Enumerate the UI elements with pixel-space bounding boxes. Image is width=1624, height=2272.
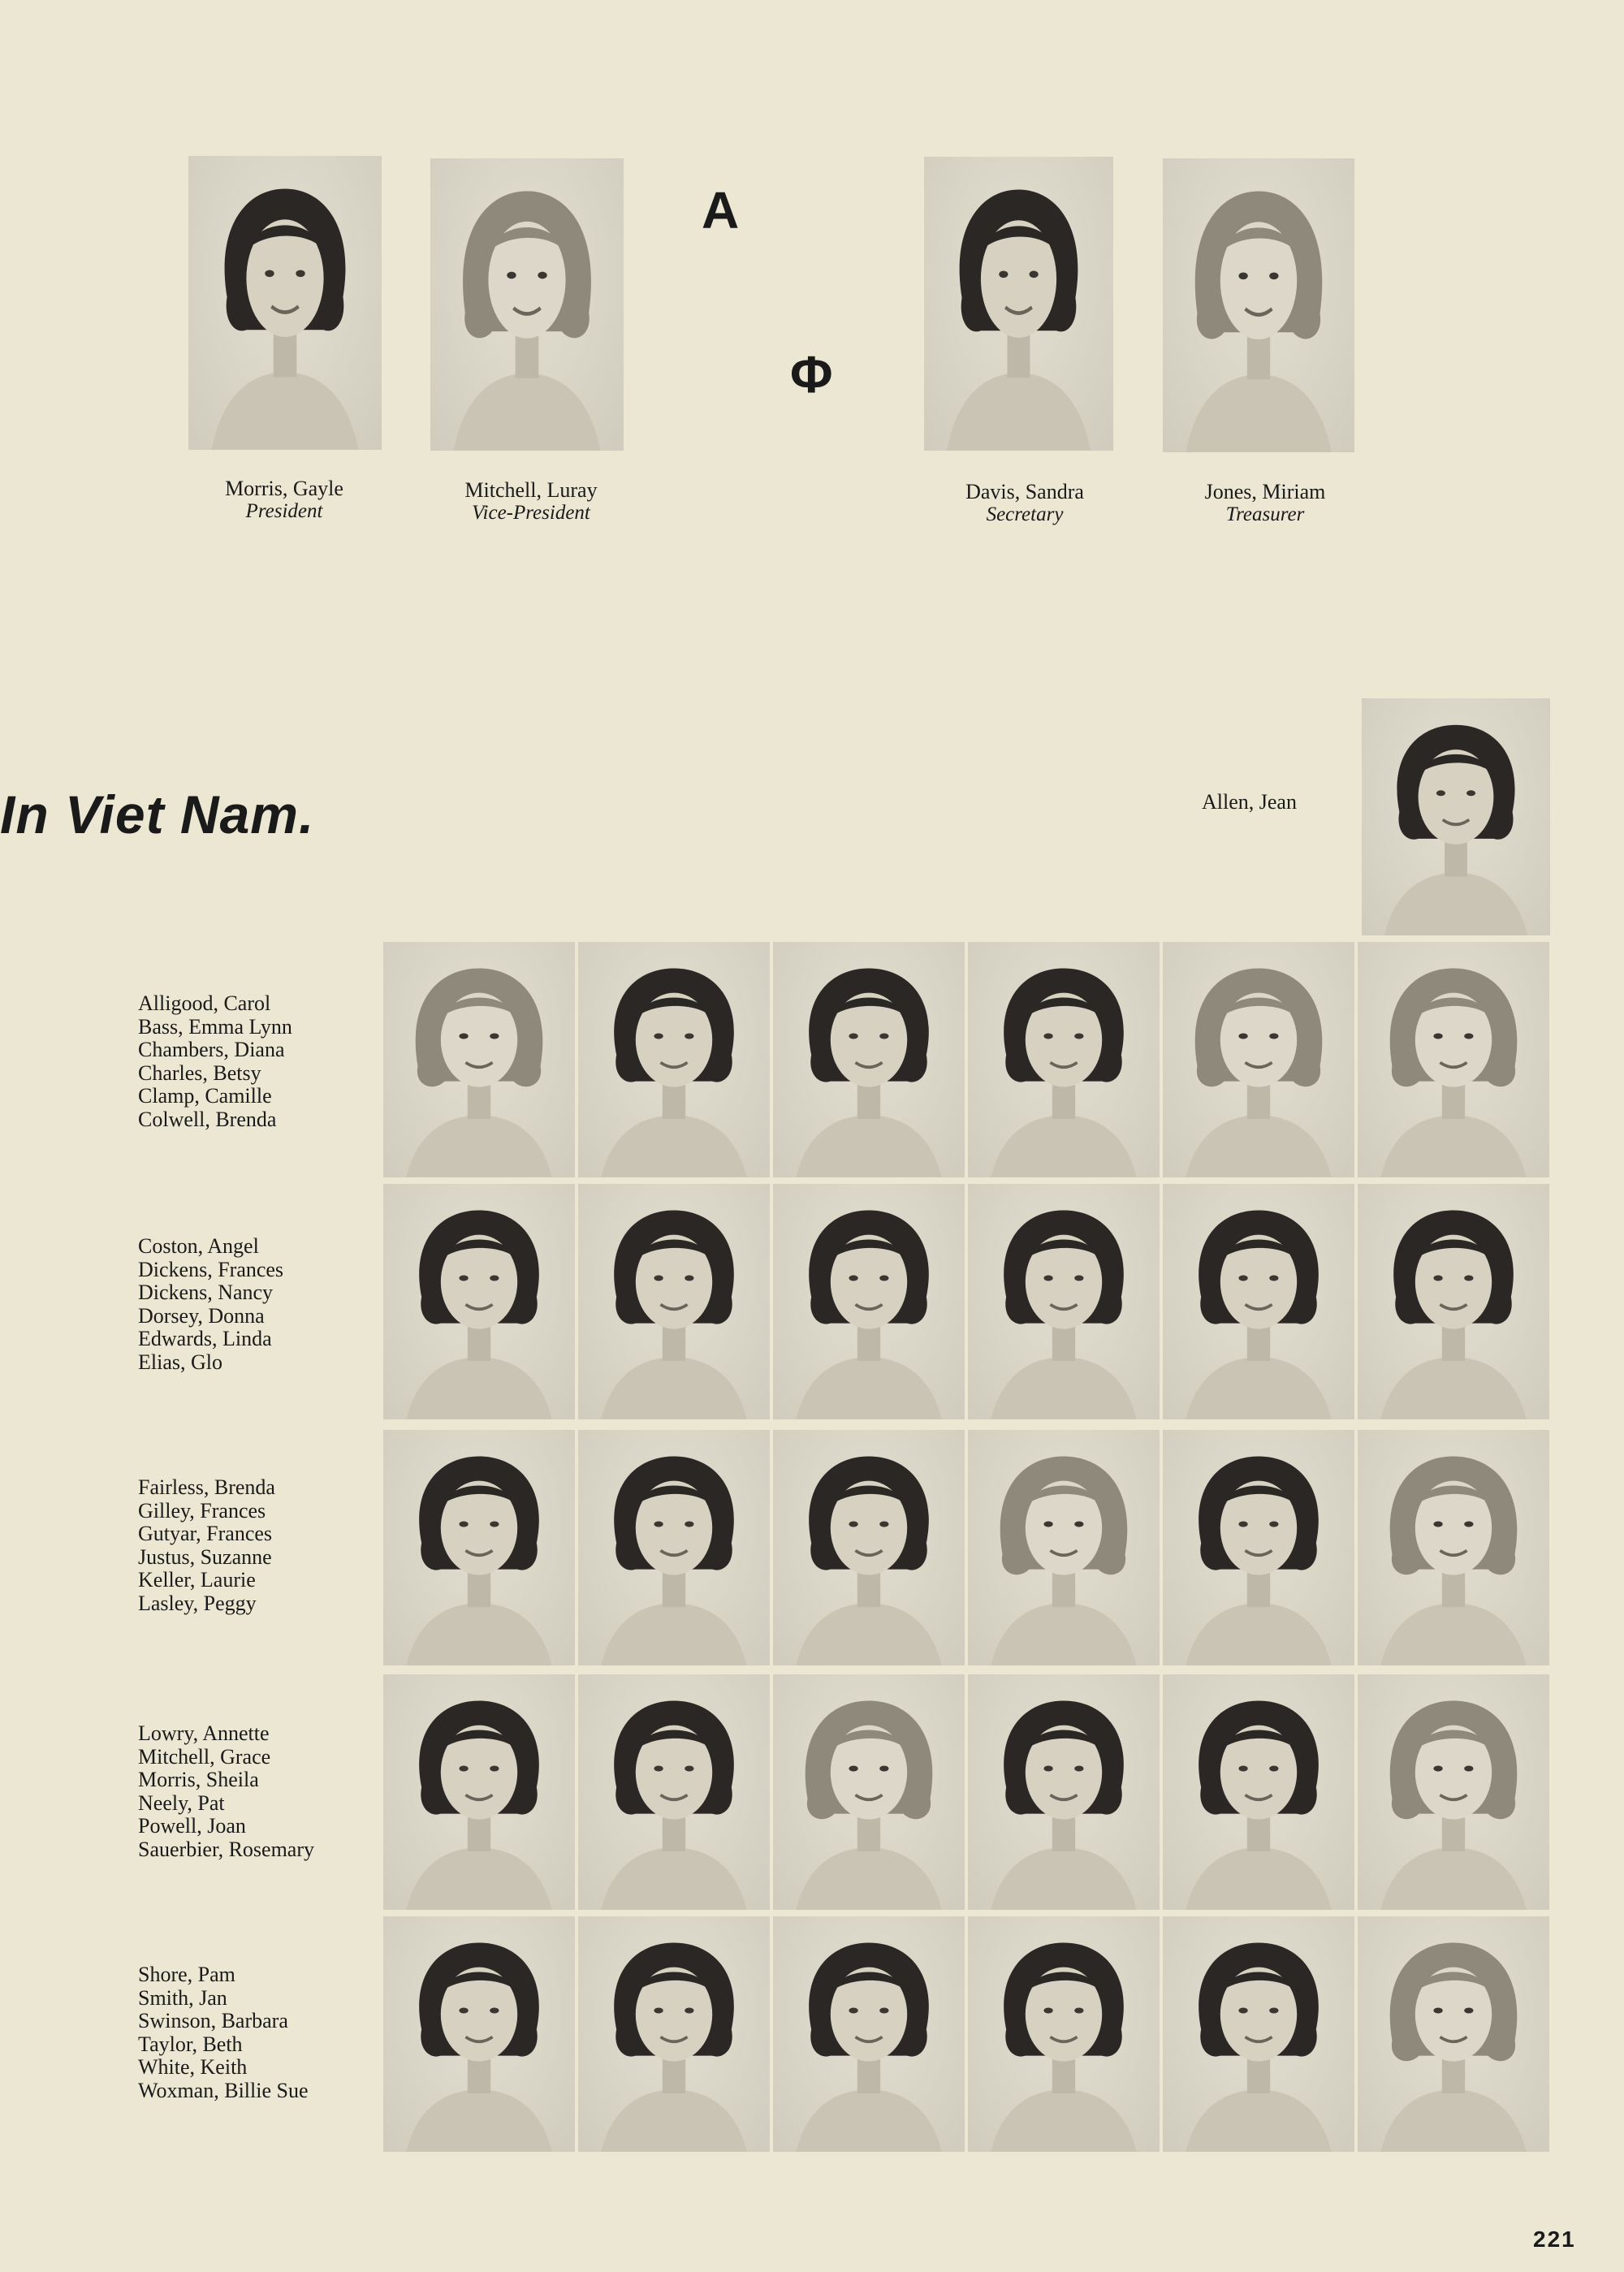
- member-photo: [968, 1916, 1160, 2152]
- member-name: Gutyar, Frances: [138, 1522, 273, 1545]
- portrait-image: [773, 942, 965, 1177]
- member-photo: [1163, 1430, 1354, 1665]
- member-name: Dickens, Nancy: [138, 1281, 274, 1304]
- officer-photo-president: [188, 156, 382, 450]
- member-photo: [1163, 1674, 1354, 1910]
- portrait-image: [1163, 1184, 1354, 1419]
- portrait-image: [578, 942, 770, 1177]
- member-name: Morris, Sheila: [138, 1768, 259, 1791]
- portrait-image: [430, 158, 624, 451]
- member-photo: [578, 942, 770, 1177]
- member-photo: [578, 1916, 770, 2152]
- officer-name-vice-president: Mitchell, Luray: [464, 478, 598, 502]
- member-name: Coston, Angel: [138, 1234, 259, 1258]
- member-photo: [383, 1430, 575, 1665]
- member-name: Swinson, Barbara: [138, 2009, 288, 2032]
- member-name: Edwards, Linda: [138, 1327, 272, 1350]
- member-name: Smith, Jan: [138, 1985, 227, 2010]
- page-number: 221: [1533, 2227, 1576, 2252]
- member-name: Charles, Betsy: [138, 1060, 261, 1085]
- member-name: Fairless, Brenda: [138, 1475, 275, 1499]
- member-name: Taylor, Beth: [138, 2032, 243, 2056]
- member-name: Alligood, Carol: [138, 991, 271, 1015]
- officer-title-president: President: [245, 500, 323, 522]
- member-photo: [383, 1674, 575, 1910]
- member-name: Woxman, Billie Sue: [138, 2078, 309, 2102]
- portrait-image: [968, 942, 1160, 1177]
- portrait-image: [1358, 1916, 1549, 2152]
- officer-title-secretary: Secretary: [986, 503, 1064, 525]
- portrait-image: [578, 1674, 770, 1910]
- portrait-image: [968, 1184, 1160, 1419]
- member-photo: [578, 1184, 770, 1419]
- portrait-image: [968, 1674, 1160, 1910]
- member-name-list-row-4: [138, 1722, 314, 1861]
- portrait-image: [1163, 1430, 1354, 1665]
- portrait-image: [1362, 698, 1550, 935]
- member-photo: [1358, 1430, 1549, 1665]
- member-photo: [1358, 942, 1549, 1177]
- portrait-image: [773, 1674, 965, 1910]
- officer-title-vice-president: Vice-President: [472, 502, 590, 524]
- member-photo: [773, 1184, 965, 1419]
- portrait-image: [1358, 1430, 1549, 1665]
- member-photo: [968, 1674, 1160, 1910]
- portrait-image: [578, 1430, 770, 1665]
- portrait-image: [383, 1916, 575, 2152]
- portrait-image: [383, 1184, 575, 1419]
- member-photo: [383, 1184, 575, 1419]
- member-name: Clamp, Camille: [138, 1084, 272, 1108]
- single-member-photo: [1362, 698, 1550, 935]
- member-name-list-row-1: [138, 992, 292, 1131]
- member-photo: [968, 1430, 1160, 1665]
- officer-photo-treasurer: [1163, 158, 1354, 452]
- officer-photo-secretary: [924, 157, 1113, 451]
- portrait-image: [383, 942, 575, 1177]
- member-name: Chambers, Diana: [138, 1038, 285, 1061]
- portrait-image: [1163, 942, 1354, 1177]
- portrait-image: [924, 157, 1113, 451]
- greek-letter-phi: Φ: [790, 345, 833, 404]
- portrait-image: [773, 1184, 965, 1419]
- portrait-image: [968, 1430, 1160, 1665]
- member-photo: [968, 1184, 1160, 1419]
- portrait-image: [1358, 1184, 1549, 1419]
- member-photo: [383, 1916, 575, 2152]
- member-name: Bass, Emma Lynn: [138, 1014, 292, 1039]
- member-photo: [1163, 1184, 1354, 1419]
- officer-photo-vice-president: [430, 158, 624, 451]
- member-photo: [1358, 1916, 1549, 2152]
- member-photo: [773, 1430, 965, 1665]
- member-name: White, Keith: [138, 2055, 248, 2079]
- member-name: Colwell, Brenda: [138, 1107, 277, 1131]
- portrait-image: [1358, 942, 1549, 1177]
- portrait-image: [578, 1184, 770, 1419]
- officer-title-treasurer: Treasurer: [1225, 503, 1305, 525]
- member-name: Powell, Joan: [138, 1814, 246, 1838]
- member-photo: [1358, 1674, 1549, 1910]
- portrait-image: [188, 156, 382, 450]
- member-photo: [1358, 1184, 1549, 1419]
- member-name: Elias, Glo: [138, 1350, 222, 1374]
- member-name: Mitchell, Grace: [138, 1744, 271, 1769]
- officer-name-secretary: Davis, Sandra: [965, 480, 1084, 503]
- member-photo: [1163, 1916, 1354, 2152]
- headline: In Viet Nam.: [0, 784, 315, 844]
- member-photo: [968, 942, 1160, 1177]
- member-name: Lasley, Peggy: [138, 1591, 257, 1615]
- member-photo: [773, 1916, 965, 2152]
- portrait-image: [578, 1916, 770, 2152]
- portrait-image: [383, 1430, 575, 1665]
- member-name-list-row-2: [138, 1235, 283, 1374]
- portrait-image: [383, 1674, 575, 1910]
- member-name: Dorsey, Donna: [138, 1303, 265, 1328]
- member-photo: [773, 1674, 965, 1910]
- portrait-image: [968, 1916, 1160, 2152]
- portrait-image: [773, 1430, 965, 1665]
- portrait-image: [1358, 1674, 1549, 1910]
- portrait-image: [1163, 1674, 1354, 1910]
- portrait-image: [1163, 158, 1354, 452]
- member-photo: [383, 942, 575, 1177]
- member-photo: [578, 1430, 770, 1665]
- member-photo: [578, 1674, 770, 1910]
- member-name: Neely, Pat: [138, 1790, 225, 1815]
- portrait-image: [1163, 1916, 1354, 2152]
- member-name: Dickens, Frances: [138, 1257, 284, 1281]
- member-name: Justus, Suzanne: [138, 1544, 272, 1569]
- member-name: Sauerbier, Rosemary: [138, 1837, 315, 1861]
- member-name: Lowry, Annette: [138, 1721, 270, 1745]
- member-name: Keller, Laurie: [138, 1568, 256, 1592]
- member-name-list-row-3: [138, 1476, 275, 1615]
- greek-letter-alpha: A: [702, 181, 740, 240]
- officer-name-president: Morris, Gayle: [225, 477, 343, 500]
- portrait-image: [773, 1916, 965, 2152]
- member-photo: [1163, 942, 1354, 1177]
- single-member-name: Allen, Jean: [1202, 790, 1297, 814]
- member-name: Gilley, Frances: [138, 1498, 266, 1523]
- member-name: Shore, Pam: [138, 1963, 235, 1986]
- member-photo: [773, 942, 965, 1177]
- member-name-list-row-5: [138, 1963, 309, 2102]
- officer-name-treasurer: Jones, Miriam: [1204, 480, 1326, 503]
